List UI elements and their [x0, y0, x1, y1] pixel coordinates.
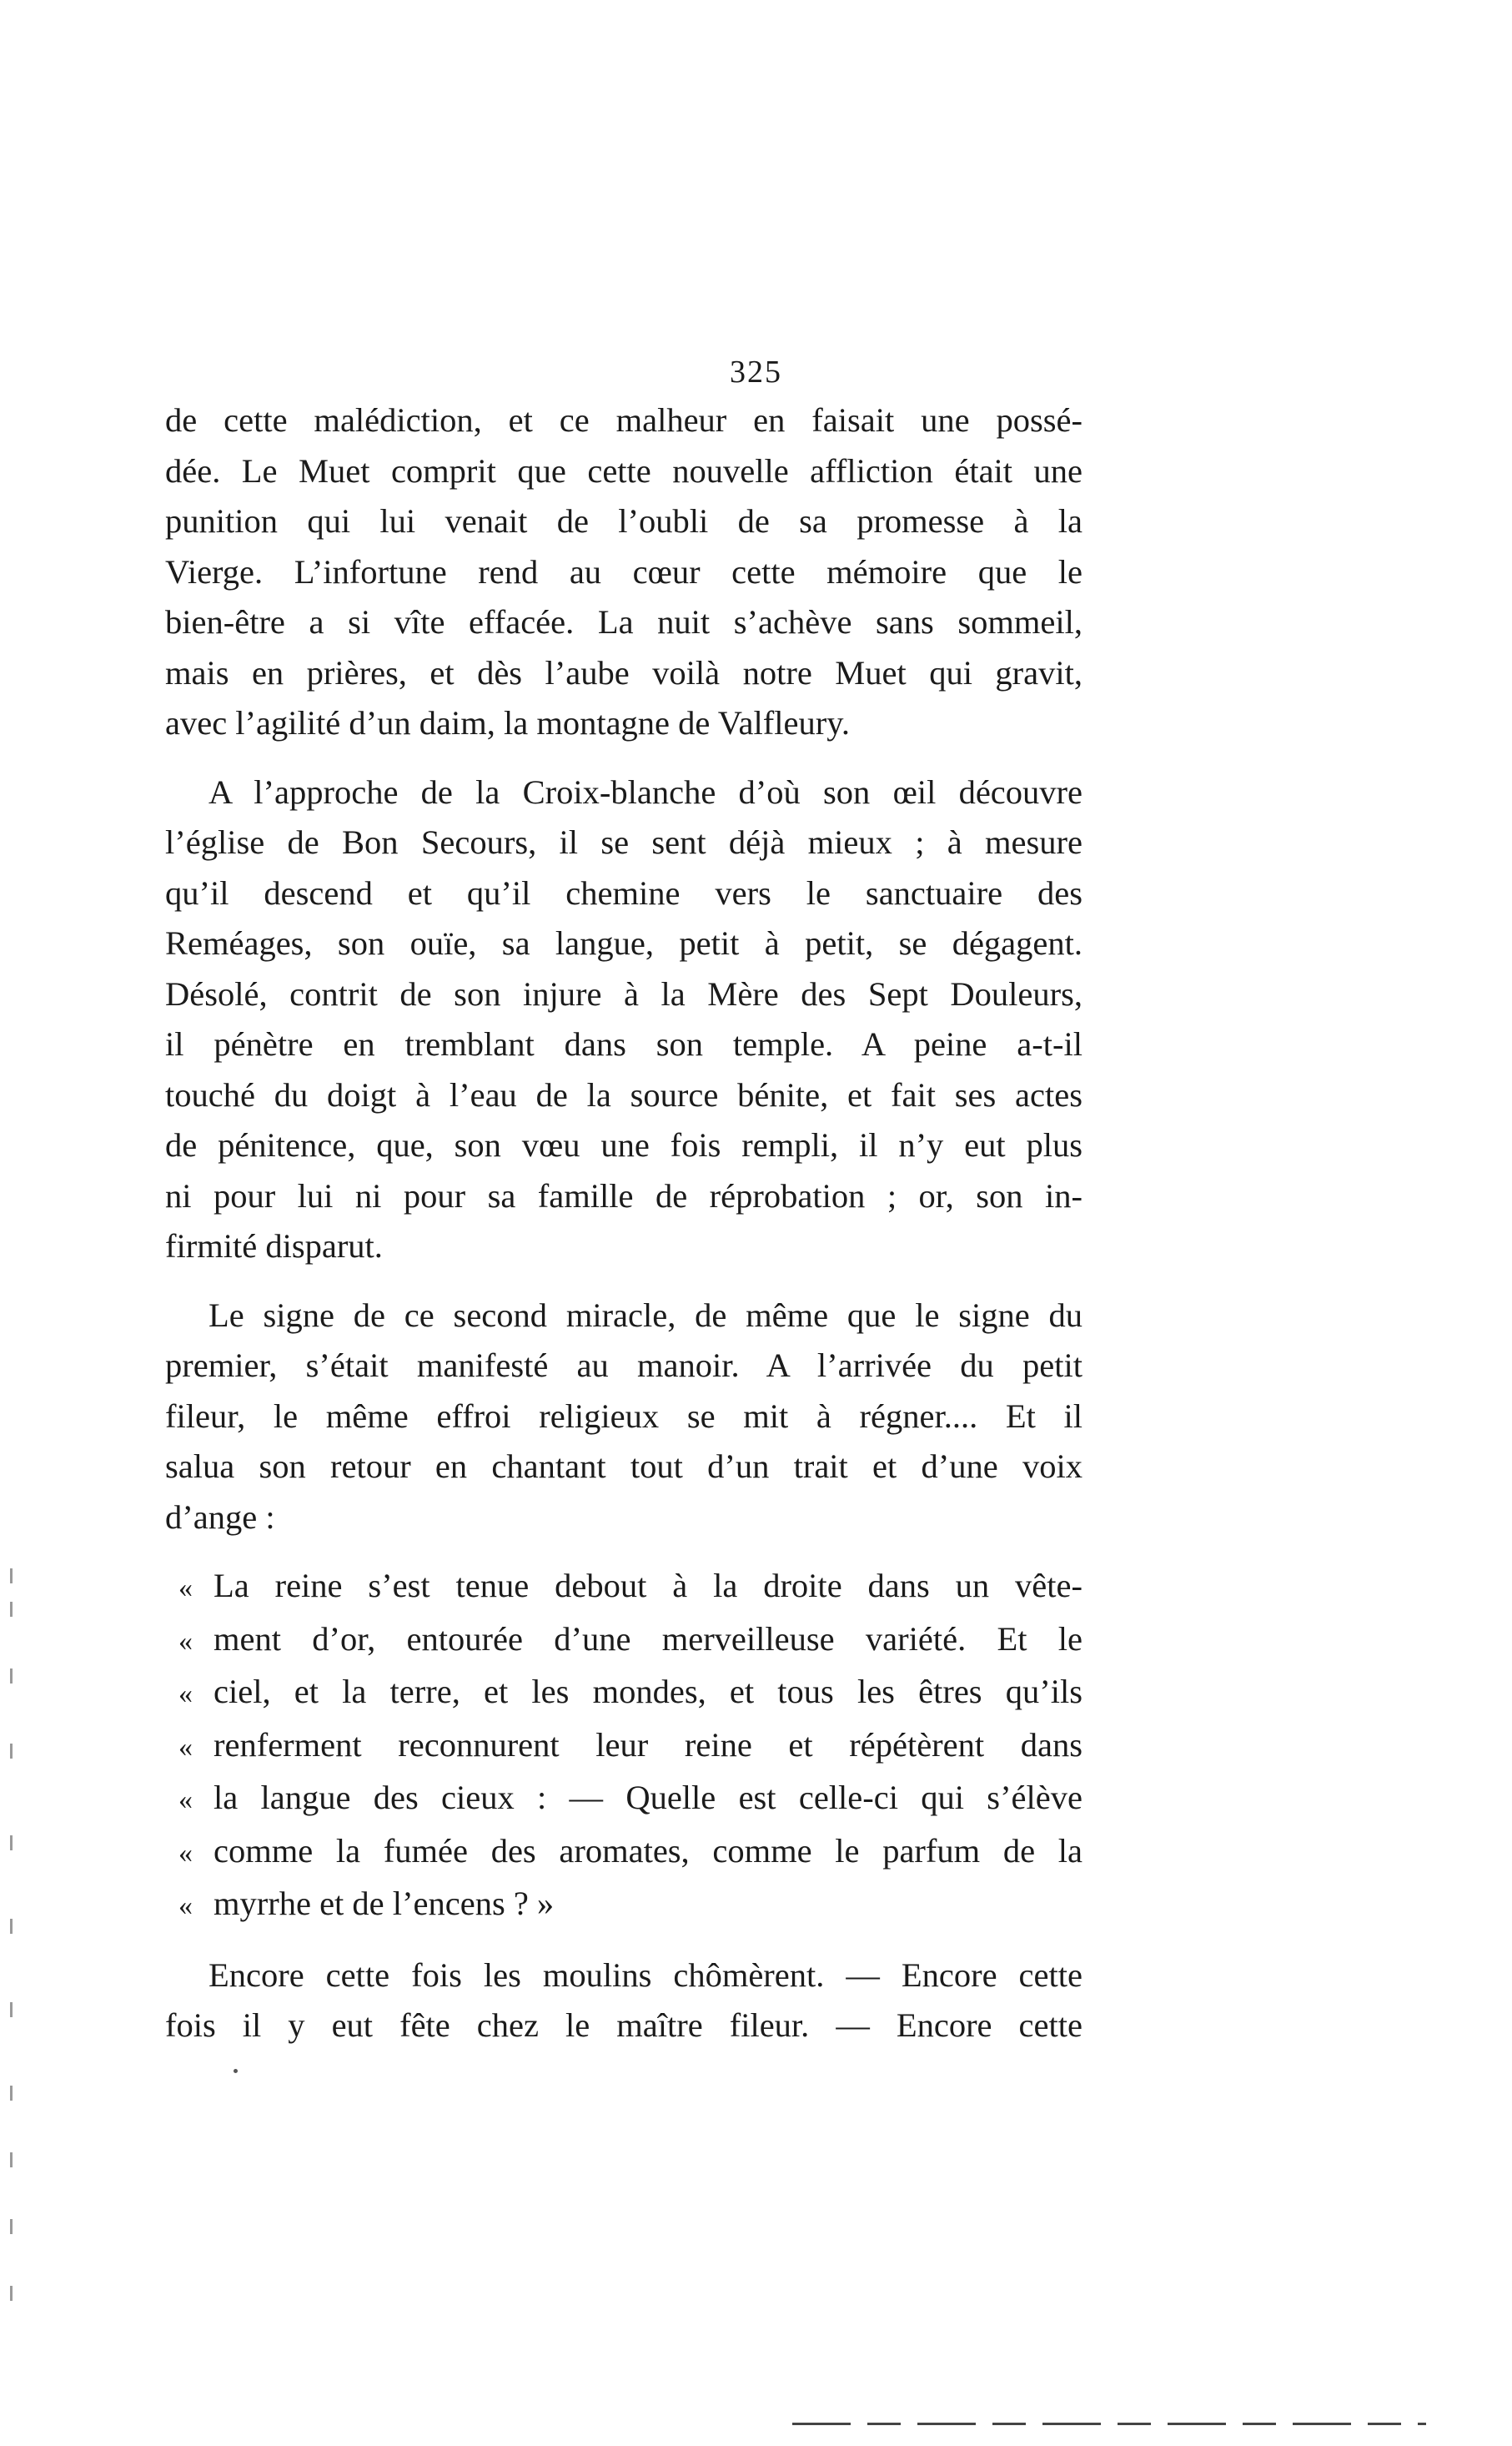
- quote-mark: «: [178, 1573, 193, 1603]
- text-line: A l’approche de la Croix-blanche d’où son œil découvre: [208, 773, 1083, 811]
- scan-artifact: [10, 1744, 13, 1759]
- quote-mark: «: [178, 1625, 193, 1657]
- quote-line: [165, 1773, 1083, 1826]
- quote-line: [165, 1667, 1083, 1720]
- quote-line-text: la langue des cieux : — Quelle est celle-ci qui s’élève: [213, 1779, 1083, 1816]
- text-line: Vierge. L’infortune rend au cœur cette mémoire que le: [165, 552, 1083, 591]
- quote-line-text: comme la fumée des aromates, comme le parfum de la: [213, 1831, 1083, 1870]
- text-line: l’église de Bon Secours, il se sent déjà mieux ; à mesure: [165, 823, 1083, 861]
- scan-artifact: [10, 2219, 13, 2234]
- scan-artifact: [10, 1919, 13, 1934]
- quote-line-text: La reine s’est tenue debout à la droite dans un vête-: [213, 1567, 1083, 1604]
- quotation: [165, 1561, 1083, 1932]
- quote-line: [165, 1879, 1083, 1932]
- text-line: Encore cette fois les moulins chômèrent. — Encore cette: [208, 1955, 1083, 1994]
- quote-line: [165, 1720, 1083, 1774]
- scan-speck: [234, 2069, 238, 2073]
- text-line: d’ange :: [165, 1497, 275, 1536]
- quote-mark: «: [178, 1731, 193, 1763]
- page-number: 325: [730, 355, 782, 390]
- scan-artifact: [10, 2002, 13, 2017]
- scan-artifact: [10, 2086, 13, 2101]
- text-line: Désolé, contrit de son injure à la Mère des Sept Douleurs,: [165, 974, 1083, 1013]
- scan-artifact: [10, 2286, 13, 2301]
- text-line: fois il y eut fête chez le maître fileur. — Encore cette: [165, 2006, 1083, 2044]
- scan-artifact: [10, 1568, 13, 1583]
- paragraph-3: [165, 1291, 1083, 1543]
- scan-margin-marks: [10, 1568, 15, 2353]
- text-line: touché du doigt à l’eau de la source bénite, et fait ses actes: [165, 1075, 1083, 1114]
- text-line: il pénètre en tremblant dans son temple. A peine a-t-il: [165, 1025, 1083, 1063]
- quote-line: [165, 1614, 1083, 1668]
- paragraph-1: [165, 395, 1083, 749]
- text-line: de cette malédiction, et ce malheur en faisait une possé-: [165, 401, 1083, 439]
- paragraph-5: [165, 1950, 1083, 2051]
- text-line: fileur, le même effroi religieux se mit à régner.... Et il: [165, 1397, 1083, 1435]
- text-line: qu’il descend et qu’il chemine vers le sanctuaire des: [165, 873, 1083, 912]
- text-line: avec l’agilité d’un daim, la montagne de Valfleury.: [165, 704, 850, 742]
- text-line: bien-être a si vîte effacée. La nuit s’achève sans sommeil,: [165, 603, 1083, 641]
- quote-mark: «: [178, 1784, 193, 1815]
- scan-bottom-rule: [792, 2423, 1426, 2425]
- paragraph-2: [165, 768, 1083, 1272]
- quote-line-text: myrrhe et de l’encens ? »: [213, 1885, 555, 1922]
- quote-line-text: ment d’or, entourée d’une merveilleuse variété. Et le: [213, 1619, 1083, 1658]
- quote-line-text: ciel, et la terre, et les mondes, et tous les êtres qu’ils: [213, 1673, 1083, 1710]
- text-line: punition qui lui venait de l’oubli de sa promesse à la: [165, 502, 1083, 540]
- quote-mark: «: [178, 1678, 193, 1709]
- scan-artifact: [10, 1602, 13, 1617]
- text-line: Le signe de ce second miracle, de même que le signe du: [208, 1296, 1083, 1334]
- quote-line: [165, 1561, 1083, 1614]
- quote-line-text: renferment reconnurent leur reine et répétèrent dans: [213, 1725, 1083, 1764]
- text-line: mais en prières, et dès l’aube voilà notre Muet qui gravit,: [165, 653, 1083, 692]
- text-line: ni pour lui ni pour sa famille de réprobation ; or, son in-: [165, 1176, 1083, 1215]
- quote-mark: «: [178, 1837, 193, 1869]
- scan-artifact: [10, 2152, 13, 2167]
- text-line: salua son retour en chantant tout d’un trait et d’une voix: [165, 1447, 1083, 1485]
- text-line: premier, s’était manifesté au manoir. A l’arrivée du petit: [165, 1346, 1083, 1384]
- text-line: de pénitence, que, son vœu une fois rempli, il n’y eut plus: [165, 1126, 1083, 1164]
- scan-artifact: [10, 1668, 13, 1684]
- quote-mark: «: [178, 1890, 193, 1921]
- body-text: [165, 395, 1083, 2051]
- text-line: firmité disparut.: [165, 1227, 383, 1265]
- text-line: Reméages, son ouïe, sa langue, petit à petit, se dégagent.: [165, 924, 1083, 962]
- scan-artifact: [10, 1835, 13, 1850]
- quote-line: [165, 1826, 1083, 1880]
- text-line: dée. Le Muet comprit que cette nouvelle affliction était une: [165, 451, 1083, 490]
